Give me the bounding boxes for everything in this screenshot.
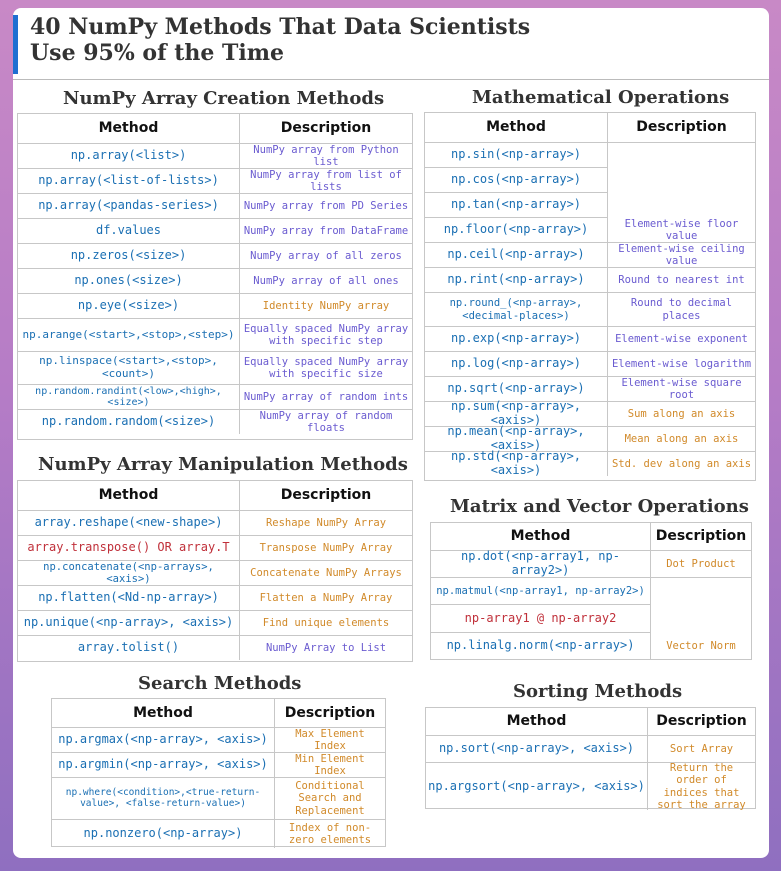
description-cell: Element-wise logarithm	[607, 352, 755, 376]
method-cell: np.unique(<np-array>, <axis>)	[23, 615, 234, 630]
description-cell: Element-wise floor value	[607, 218, 755, 242]
table-row	[425, 376, 755, 401]
table-row	[426, 735, 755, 762]
description-cell: NumPy array from DataFrame	[239, 219, 412, 243]
header-row	[18, 114, 412, 143]
description-cell: Transpose NumPy Array	[239, 536, 412, 560]
method-cell: np.ceil(<np-array>)	[447, 247, 585, 262]
method-cell: np.exp(<np-array>)	[450, 331, 582, 346]
table-row	[18, 293, 412, 318]
method-cell: np.mean(<np-array>, <axis>)	[447, 424, 585, 452]
table-row	[18, 535, 412, 560]
sorting-section-title: Sorting Methods	[513, 681, 683, 702]
method-header: Method	[510, 528, 571, 545]
table-row	[18, 168, 412, 193]
description-header: Description	[239, 481, 412, 510]
description-cell: Equally spaced NumPy array with specific step	[239, 319, 412, 351]
description-cell: Round to decimal places	[607, 293, 755, 326]
description-cell: NumPy array of random ints	[239, 385, 412, 409]
table-row	[425, 326, 755, 351]
title-accent-bar	[13, 15, 18, 74]
search-section-title: Search Methods	[138, 673, 302, 694]
description-cell: NumPy array of all zeros	[239, 244, 412, 268]
description-cell: NumPy array from Python list	[239, 144, 412, 168]
method-cell: np.argsort(<np-array>, <axis>)	[428, 778, 645, 793]
table-row	[18, 143, 412, 168]
method-header: Method	[133, 704, 193, 721]
description-cell: Element-wise ceiling value	[607, 243, 755, 267]
creation-table	[17, 113, 413, 440]
description-cell: Identity NumPy array	[239, 294, 412, 318]
manipulation-table	[17, 480, 413, 662]
table-row	[425, 401, 755, 426]
math-section-title: Mathematical Operations	[472, 87, 730, 108]
method-cell: df.values	[95, 223, 162, 238]
table-row	[431, 632, 751, 659]
description-cell: NumPy array of all ones	[239, 269, 412, 293]
table-row	[18, 268, 412, 293]
header-row	[431, 523, 751, 550]
table-row	[52, 727, 385, 752]
header-row	[425, 113, 755, 142]
matrix-section-title: Matrix and Vector Operations	[450, 496, 749, 517]
header-row	[426, 708, 755, 735]
description-cell	[607, 143, 755, 218]
header-row	[18, 481, 412, 510]
method-cell: array.tolist()	[77, 640, 180, 655]
method-cell: np.log(<np-array>)	[450, 356, 582, 371]
table-row	[18, 193, 412, 218]
method-cell: np.tan(<np-array>)	[450, 197, 582, 212]
table-row	[18, 318, 412, 351]
table-row	[18, 384, 412, 409]
table-row	[18, 560, 412, 585]
table-row	[18, 635, 412, 660]
table-row	[425, 426, 755, 451]
method-cell: np.where(<condition>,<true-return-value>, <false-return-value>)	[65, 786, 261, 809]
description-cell: NumPy array from PD Series	[239, 194, 412, 218]
method-cell: np.sort(<np-array>, <axis>)	[438, 741, 635, 756]
table-row	[425, 292, 755, 326]
table-row	[18, 510, 412, 535]
method-cell: np.cos(<np-array>)	[450, 172, 582, 187]
table-row	[425, 267, 755, 292]
description-cell: NumPy array from list of lists	[239, 169, 412, 193]
table-row	[18, 218, 412, 243]
method-cell: np.dot(<np-array1, np-array2>)	[461, 549, 620, 577]
description-header: Description	[647, 708, 755, 735]
table-row	[18, 585, 412, 610]
table-row	[425, 451, 755, 476]
header-row	[52, 699, 385, 727]
description-cell: Concatenate NumPy Arrays	[239, 561, 412, 585]
description-cell: Equally spaced NumPy array with specific size	[239, 352, 412, 384]
table-row	[425, 142, 755, 167]
matrix-table	[430, 522, 752, 660]
method-cell: np.floor(<np-array>)	[443, 222, 589, 237]
method-cell: np.array(<pandas-series>)	[38, 198, 219, 213]
manipulation-section-title: NumPy Array Manipulation Methods	[38, 454, 408, 475]
method-cell: np-array1 @ np-array2	[464, 610, 617, 625]
description-cell: Conditional Search and Replacement	[274, 778, 385, 819]
method-cell: np.random.randint(<low>,<high>,<size>)	[35, 385, 222, 408]
table-row	[431, 550, 751, 577]
page-title: 40 NumPy Methods That Data Scientists Use 95% of the Time	[30, 14, 531, 66]
method-cell: np.array(<list>)	[70, 148, 187, 163]
method-cell: np.sin(<np-array>)	[450, 147, 582, 162]
description-cell: Reshape NumPy Array	[239, 511, 412, 535]
table-row	[18, 243, 412, 268]
description-cell: Dot Product	[650, 551, 751, 577]
description-cell	[650, 578, 751, 633]
description-cell: Flatten a NumPy Array	[239, 586, 412, 610]
description-cell: Sum along an axis	[607, 402, 755, 426]
method-cell: array.reshape(<new-shape>)	[34, 515, 223, 530]
method-cell: np.linspace(<start>,<stop>,<count>)	[39, 354, 218, 380]
description-cell: Vector Norm	[650, 633, 751, 659]
method-cell: np.arange(<start>,<stop>,<step>)	[22, 327, 235, 341]
math-table	[424, 112, 756, 481]
table-row	[52, 752, 385, 777]
description-cell: Sort Array	[647, 736, 755, 762]
description-cell: Mean along an axis	[607, 427, 755, 451]
table-row	[52, 777, 385, 819]
sorting-table	[425, 707, 756, 809]
method-cell: np.std(<np-array>, <axis>)	[450, 449, 582, 477]
table-row	[431, 577, 751, 604]
method-cell: np.argmax(<np-array>, <axis>)	[58, 732, 268, 747]
table-row	[18, 351, 412, 384]
description-cell: Std. dev along an axis	[607, 452, 755, 476]
method-cell: np.nonzero(<np-array>)	[83, 826, 243, 841]
method-cell: np.matmul(<np-array1, np-array2>)	[436, 584, 645, 597]
description-header: Description	[650, 523, 751, 550]
table-row	[425, 351, 755, 376]
method-cell: np.array(<list-of-lists>)	[38, 173, 219, 188]
description-cell: Element-wise square root	[607, 377, 755, 401]
method-cell: np.sum(<np-array>, <axis>)	[450, 399, 582, 427]
description-header: Description	[274, 699, 385, 727]
method-cell: np.eye(<size>)	[77, 298, 180, 313]
method-header: Method	[506, 713, 567, 730]
description-cell: Min Element Index	[274, 753, 385, 777]
table-row	[426, 762, 755, 810]
description-cell: NumPy Array to List	[239, 636, 412, 660]
method-header: Method	[486, 119, 546, 136]
description-cell: Element-wise exponent	[607, 327, 755, 351]
creation-section-title: NumPy Array Creation Methods	[63, 88, 385, 109]
method-header: Method	[98, 487, 159, 504]
description-cell: NumPy array of random floats	[239, 410, 412, 434]
description-cell: Max Element Index	[274, 728, 385, 752]
method-cell: np.flatten(<Nd-np-array>)	[38, 590, 219, 605]
method-cell: np.concatenate(<np-arrays>, <axis>)	[43, 560, 214, 585]
description-cell: Index of non-zero elements	[274, 820, 385, 848]
table-row	[425, 242, 755, 267]
method-cell: np.linalg.norm(<np-array>)	[446, 638, 635, 653]
method-cell: array.transpose() OR array.T	[27, 540, 230, 555]
search-table	[51, 698, 386, 847]
table-row	[52, 819, 385, 848]
description-header: Description	[607, 113, 755, 142]
method-cell: np.round_(<np-array>, <decimal-places>)	[449, 297, 583, 322]
table-row	[18, 409, 412, 434]
description-cell: Find unique elements	[239, 611, 412, 635]
table-row	[18, 610, 412, 635]
method-header: Method	[98, 120, 159, 137]
method-cell: np.zeros(<size>)	[70, 248, 187, 263]
method-cell: np.rint(<np-array>)	[447, 272, 585, 287]
description-cell: Return the order of indices that sort the array	[647, 763, 755, 810]
method-cell: np.random.random(<size>)	[41, 414, 216, 429]
method-cell: np.argmin(<np-array>, <axis>)	[58, 757, 268, 772]
method-cell: np.sqrt(<np-array>)	[447, 381, 585, 396]
method-cell: np.ones(<size>)	[74, 273, 183, 288]
title-divider	[13, 79, 769, 80]
table-row	[425, 217, 755, 242]
description-header: Description	[239, 114, 412, 143]
description-cell: Round to nearest int	[607, 268, 755, 292]
